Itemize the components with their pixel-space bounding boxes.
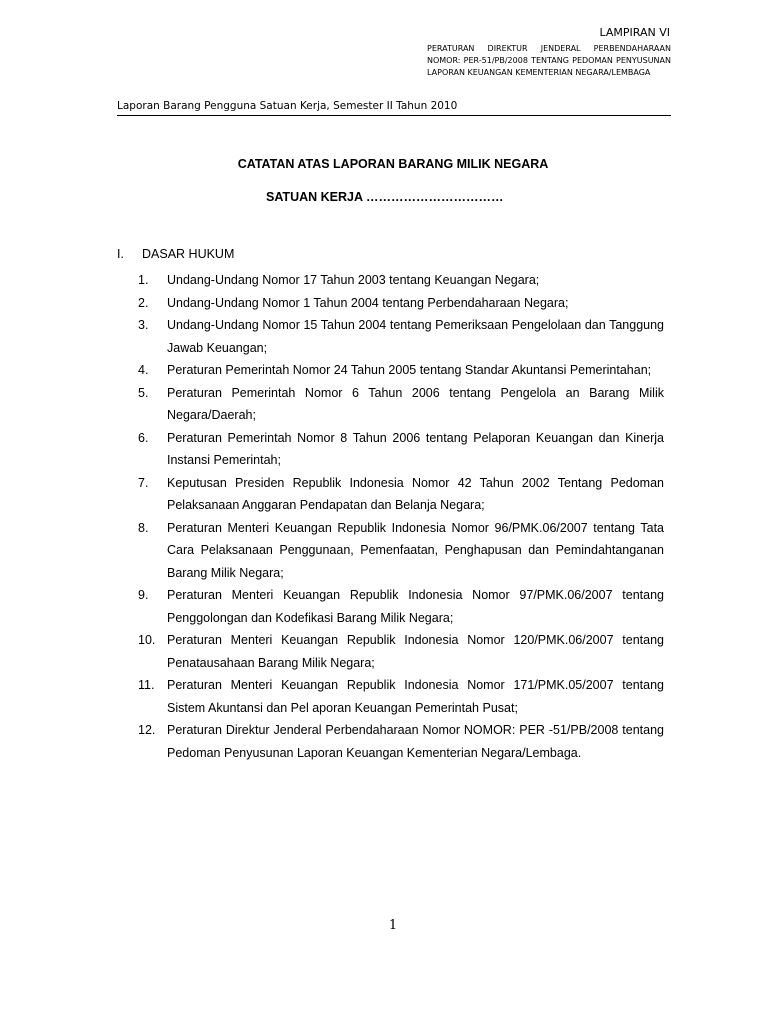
list-item <box>138 314 664 359</box>
list-item <box>138 427 664 472</box>
list-item <box>138 269 664 292</box>
list-item-number: 3. <box>138 318 149 332</box>
list-item-number: 4. <box>138 363 149 377</box>
list-item-text: Peraturan Menteri Keuangan Republik Indonesia Nomor 120/PMK.06/2007 tentang Penatausahaan Barang Milik Negara; <box>167 633 664 670</box>
page-number: 1 <box>388 918 398 933</box>
list-item-number: 11. <box>138 678 155 692</box>
legal-basis-list <box>138 269 664 764</box>
list-item <box>138 719 664 764</box>
list-item-text: Peraturan Menteri Keuangan Republik Indonesia Nomor 171/PMK.05/2007 tentang Sistem Akuntansi dan Pel aporan Keuangan Pemerintah Pusat; <box>167 678 664 715</box>
list-item-text: Peraturan Menteri Keuangan Republik Indonesia Nomor 96/PMK.06/2007 tentang Tata Cara Pelaksanaan Penggunaan, Pemenfaatan, Penghapusan dan Pemindahtanganan Barang Milik Negara; <box>167 520 664 580</box>
list-item-text: Peraturan Pemerintah Nomor 8 Tahun 2006 tentang Pelaporan Keuangan dan Kinerja Instansi Pemerintah; <box>167 430 664 467</box>
header-divider <box>117 115 671 116</box>
list-item <box>138 674 664 719</box>
list-item <box>138 584 664 629</box>
list-item-number: 1. <box>138 273 149 287</box>
list-item <box>138 292 664 315</box>
satuan-kerja-label: SATUAN KERJA …………………………… <box>266 190 504 204</box>
list-item-number: 12. <box>138 723 156 737</box>
list-item-text: Peraturan Pemerintah Nomor 24 Tahun 2005 tentang Standar Akuntansi Pemerintahan; <box>167 363 652 377</box>
list-item-text: Peraturan Direktur Jenderal Perbendaharaan Nomor NOMOR: PER -51/PB/2008 tentang Pedoman Penyusunan Laporan Keuangan Kementerian Negara/Lembaga. <box>167 723 664 760</box>
list-item-number: 6. <box>138 430 149 445</box>
list-item <box>138 629 664 674</box>
list-item-text: Keputusan Presiden Republik Indonesia Nomor 42 Tahun 2002 Tentang Pedoman Pelaksanaan Anggaran Pendapatan dan Belanja Negara; <box>167 475 664 512</box>
section-title: DASAR HUKUM <box>142 247 235 261</box>
lampiran-label: LAMPIRAN VI <box>599 26 670 39</box>
list-item-number: 9. <box>138 588 149 602</box>
list-item <box>138 382 664 427</box>
list-item-number: 5. <box>138 385 149 400</box>
section-number: I. <box>117 247 124 261</box>
list-item-number: 2. <box>138 295 149 310</box>
list-item-number: 10. <box>138 633 156 647</box>
list-item-text: Undang-Undang Nomor 17 Tahun 2003 tentang Keuangan Negara; <box>167 273 540 287</box>
report-subtitle: Laporan Barang Pengguna Satuan Kerja, Semester II Tahun 2010 <box>117 100 458 112</box>
list-item-text: Peraturan Menteri Keuangan Republik Indonesia Nomor 97/PMK.06/2007 tentang Penggolongan dan Kodefikasi Barang Milik Negara; <box>167 588 664 625</box>
list-item <box>138 359 664 382</box>
regulation-reference: PERATURAN DIREKTUR JENDERAL PERBENDAHARAAN NOMOR: PER-51/PB/2008 TENTANG PEDOMAN PENYUSUNAN LAPORAN KEUANGAN KEMENTERIAN NEGARA/LEMBAGA <box>427 44 671 77</box>
list-item <box>138 472 664 517</box>
list-item-text: Peraturan Pemerintah Nomor 6 Tahun 2006 tentang Pengelola an Barang Milik Negara/Daerah; <box>167 385 664 422</box>
list-item-number: 8. <box>138 520 149 535</box>
list-item-text: Undang-Undang Nomor 15 Tahun 2004 tentang Pemeriksaan Pengelolaan dan Tanggung Jawab Keuangan; <box>167 318 664 355</box>
list-item-text: Undang-Undang Nomor 1 Tahun 2004 tentang Perbendaharaan Negara; <box>167 295 569 310</box>
list-item-number: 7. <box>138 475 149 490</box>
document-title: CATATAN ATAS LAPORAN BARANG MILIK NEGARA <box>237 157 549 171</box>
list-item <box>138 517 664 585</box>
